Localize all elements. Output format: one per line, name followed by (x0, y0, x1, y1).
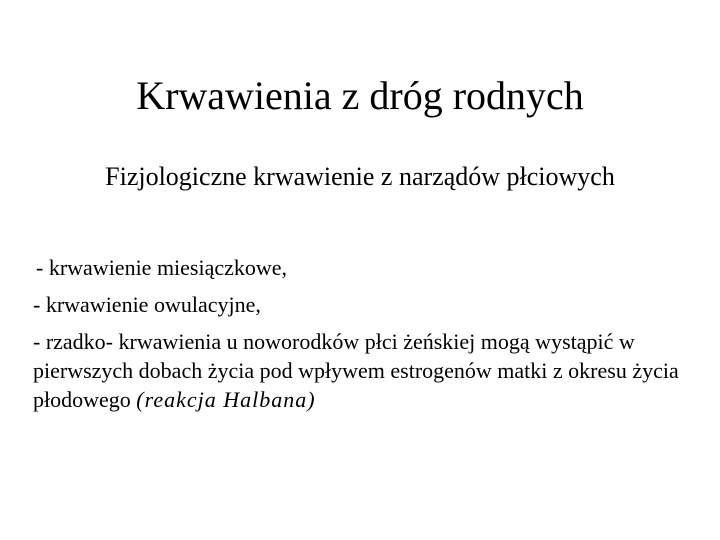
slide-title: Krwawienia z dróg rodnych (136, 73, 584, 118)
list-item (33, 290, 713, 319)
list-item (33, 327, 713, 414)
list-item-text: - krwawienie miesiączkowe, (36, 255, 288, 280)
list-item-text: - rzadko- krwawienia u noworodków płci żeńskiej mogą wystąpić w pierwszych dobach życia pod wpływem estrogenów matki z okresu życia płodowego (33, 329, 679, 412)
list-item-text: - krwawienie owulacyjne, (33, 292, 261, 317)
slide-subtitle: Fizjologiczne krwawienie z narządów płciowych (105, 162, 615, 191)
bullet-list (33, 253, 713, 422)
list-item-emphasis: (reakcja Halbana) (136, 387, 316, 412)
list-item (33, 253, 713, 282)
